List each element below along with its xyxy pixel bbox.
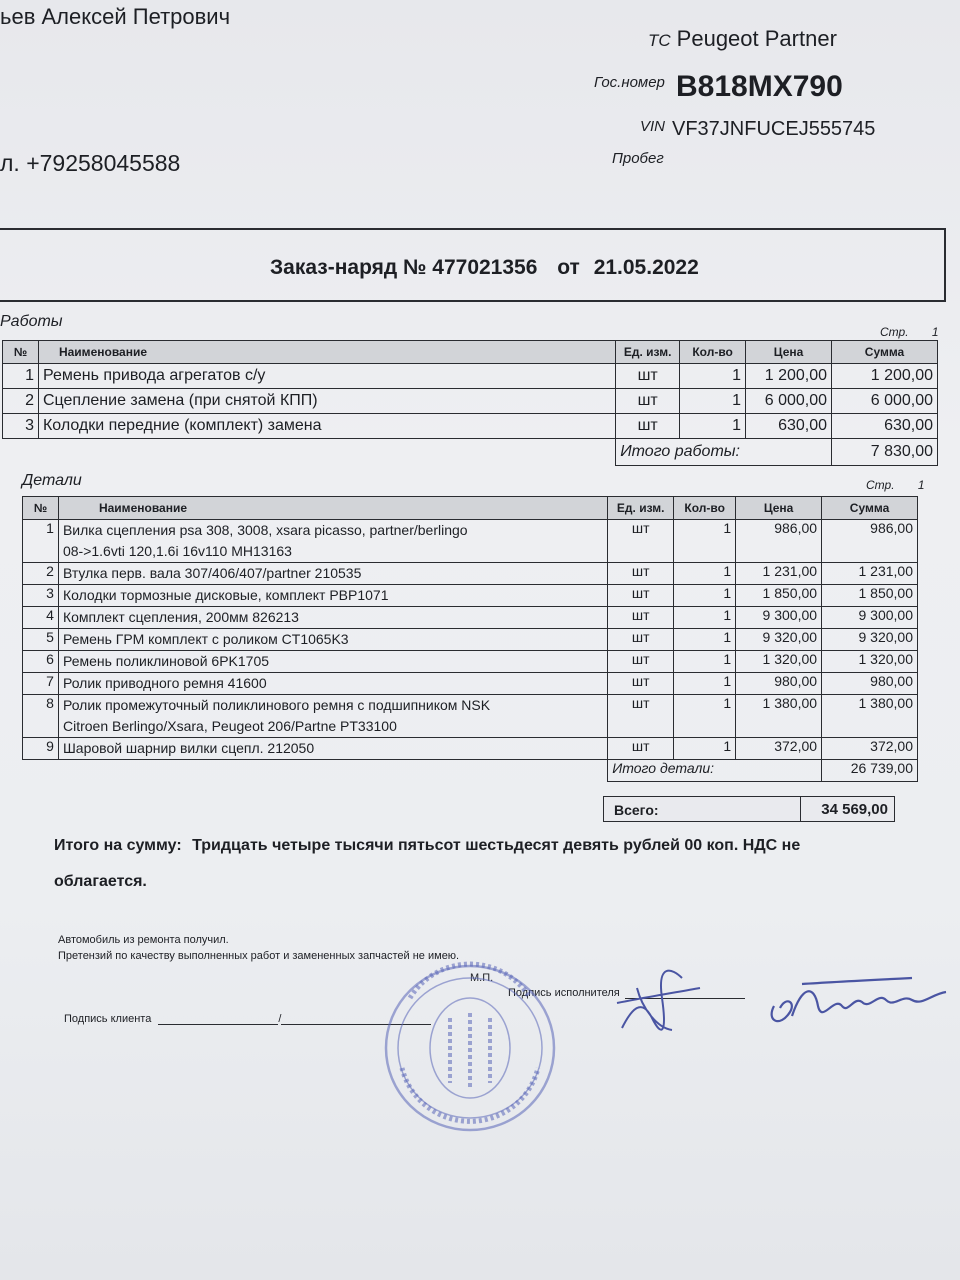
- row-unit: шт: [616, 364, 680, 389]
- table-row: [3, 389, 938, 414]
- parts-col-qty: Кол-во: [674, 497, 736, 520]
- row-price: 9 300,00: [736, 607, 822, 629]
- client-phone: л. +79258045588: [0, 150, 181, 176]
- row-price: 986,00: [736, 520, 822, 563]
- no-claims-note: Претензий по качеству выполненных работ и замененных запчастей не имею.: [58, 950, 460, 962]
- works-col-price: Цена: [746, 341, 832, 364]
- row-qty: 1: [680, 414, 746, 439]
- row-qty: 1: [674, 695, 736, 738]
- works-header-row: [3, 341, 938, 364]
- row-num: 3: [23, 585, 59, 607]
- works-col-name: Наименование: [38, 341, 615, 364]
- parts-total-row: [23, 760, 918, 782]
- row-num: 4: [23, 607, 59, 629]
- row-unit: шт: [608, 673, 674, 695]
- row-price: 1 200,00: [746, 364, 832, 389]
- row-price: 1 380,00: [736, 695, 822, 738]
- row-sum: 9 320,00: [822, 629, 918, 651]
- table-row: [23, 629, 918, 651]
- grand-total-box: [603, 796, 895, 822]
- parts-total-label: Итого детали:: [608, 760, 822, 782]
- row-sum: 1 320,00: [822, 651, 918, 673]
- parts-table: [22, 496, 918, 782]
- row-sum: 1 380,00: [822, 695, 918, 738]
- client-sign-label: Подпись клиента: [64, 1013, 152, 1025]
- row-price: 980,00: [736, 673, 822, 695]
- row-price: 9 320,00: [736, 629, 822, 651]
- row-qty: 1: [674, 673, 736, 695]
- client-name: ьев Алексей Петрович: [0, 4, 231, 29]
- table-row: [3, 364, 938, 389]
- amount-in-words: [54, 828, 884, 900]
- row-name: Комплект сцепления, 200мм 826213: [58, 607, 607, 629]
- row-num: 3: [3, 414, 39, 439]
- row-sum: 986,00: [822, 520, 918, 563]
- row-sum: 1 200,00: [832, 364, 938, 389]
- row-price: 1 850,00: [736, 585, 822, 607]
- row-price: 630,00: [746, 414, 832, 439]
- row-unit: шт: [608, 585, 674, 607]
- parts-col-name: Наименование: [58, 497, 607, 520]
- row-unit: шт: [608, 651, 674, 673]
- row-num: 8: [23, 695, 59, 738]
- row-qty: 1: [680, 364, 746, 389]
- row-name: [58, 695, 607, 738]
- row-unit: шт: [608, 738, 674, 760]
- mileage-label: Пробег: [612, 150, 664, 167]
- row-sum: 1 231,00: [822, 563, 918, 585]
- stamp-place-label: М.П.: [470, 972, 494, 984]
- organization-stamp: [380, 958, 560, 1138]
- row-name: Колодки передние (комплект) замена: [38, 414, 615, 439]
- grand-total-label: Всего:: [614, 802, 659, 818]
- row-sum: 6 000,00: [832, 389, 938, 414]
- vehicle-label: ТС: [648, 31, 671, 50]
- works-col-unit: Ед. изм.: [616, 341, 680, 364]
- row-name: Ремень поликлиновой 6PK1705: [58, 651, 607, 673]
- client-signature: Подпись клиента /: [64, 1012, 431, 1025]
- row-qty: 1: [674, 520, 736, 563]
- executor-name-signature: [762, 966, 952, 1036]
- parts-col-unit: Ед. изм.: [608, 497, 674, 520]
- row-name: [58, 520, 607, 563]
- table-row: [23, 607, 918, 629]
- parts-col-num: №: [23, 497, 59, 520]
- vin-label: VIN: [640, 118, 666, 135]
- works-page-value: 1: [931, 325, 939, 339]
- parts-col-price: Цена: [736, 497, 822, 520]
- parts-col-sum: Сумма: [822, 497, 918, 520]
- row-name: Колодки тормозные дисковые, комплект PBP1071: [58, 585, 607, 607]
- row-num: 2: [23, 563, 59, 585]
- table-row: [23, 563, 918, 585]
- row-num: 9: [23, 738, 59, 760]
- parts-total-value: 26 739,00: [822, 760, 918, 782]
- order-date-prefix: от: [557, 256, 580, 279]
- table-row: [23, 673, 918, 695]
- grand-total-value: 34 569,00: [821, 801, 888, 818]
- works-total-label: Итого работы:: [616, 439, 832, 466]
- works-total-row: [3, 439, 938, 466]
- row-qty: 1: [674, 651, 736, 673]
- table-row: [23, 520, 918, 563]
- row-sum: 9 300,00: [822, 607, 918, 629]
- row-name: Шаровой шарнир вилки сцепл. 212050: [58, 738, 607, 760]
- table-row: [23, 695, 918, 738]
- parts-page-label: Стр.: [866, 478, 895, 492]
- row-unit: шт: [608, 563, 674, 585]
- row-price: 6 000,00: [746, 389, 832, 414]
- executor-signature-scribble: [612, 958, 702, 1038]
- row-name: Ролик приводного ремня 41600: [58, 673, 607, 695]
- row-qty: 1: [680, 389, 746, 414]
- row-unit: шт: [608, 607, 674, 629]
- row-name-line1: Вилка сцепления psa 308, 3008, xsara picasso, partner/berlingo: [62, 522, 468, 538]
- order-number: Заказ-наряд № 477021356: [270, 256, 538, 279]
- row-unit: шт: [608, 695, 674, 738]
- executor-sign-label: Подпись исполнителя: [508, 987, 620, 999]
- row-name: Втулка перв. вала 307/406/407/partner 210535: [58, 563, 607, 585]
- row-name-line2: Citroen Berlingo/Xsara, Peugeot 206/Partne PT33100: [62, 718, 397, 734]
- row-name-line1: Ролик промежуточный поликлинового ремня с подшипником NSK: [62, 697, 491, 713]
- works-col-qty: Кол-во: [680, 341, 746, 364]
- row-sum: 630,00: [832, 414, 938, 439]
- parts-page-number: [866, 478, 925, 492]
- row-qty: 1: [674, 585, 736, 607]
- plate-value: В818МХ790: [676, 70, 843, 103]
- row-num: 7: [23, 673, 59, 695]
- table-row: [23, 651, 918, 673]
- row-unit: шт: [616, 389, 680, 414]
- vin-value: VF37JNFUCEJ555745: [672, 118, 876, 140]
- table-row: [23, 585, 918, 607]
- parts-header-row: [23, 497, 918, 520]
- plate-label: Гос.номер: [594, 74, 665, 91]
- row-qty: 1: [674, 563, 736, 585]
- vehicle-value: Peugeot Partner: [676, 26, 837, 51]
- works-page-label: Стр.: [880, 325, 909, 339]
- row-name: Сцепление замена (при снятой КПП): [38, 389, 615, 414]
- row-qty: 1: [674, 607, 736, 629]
- parts-section-title: Детали: [22, 472, 82, 489]
- row-qty: 1: [674, 629, 736, 651]
- works-table: [2, 340, 938, 466]
- parts-page-value: 1: [917, 478, 925, 492]
- row-name-line2: 08->1.6vti 120,1.6i 16v110 MH13163: [62, 543, 292, 559]
- row-name: Ремень привода агрегатов с/у: [38, 364, 615, 389]
- amount-words-label: Итого на сумму:: [54, 837, 182, 854]
- works-section-title: Работы: [0, 313, 63, 330]
- row-unit: шт: [608, 629, 674, 651]
- order-title: [270, 256, 699, 280]
- works-col-sum: Сумма: [832, 341, 938, 364]
- table-row: [23, 738, 918, 760]
- works-total-value: 7 830,00: [832, 439, 938, 466]
- row-sum: 980,00: [822, 673, 918, 695]
- row-num: 6: [23, 651, 59, 673]
- works-page-number: [880, 325, 939, 339]
- row-qty: 1: [674, 738, 736, 760]
- amount-words-text: Тридцать четыре тысячи пятьсот шестьдесят девять рублей 00 коп. НДС не облагается.: [54, 837, 801, 890]
- row-price: 372,00: [736, 738, 822, 760]
- row-num: 2: [3, 389, 39, 414]
- row-sum: 372,00: [822, 738, 918, 760]
- row-num: 1: [3, 364, 39, 389]
- row-name: Ремень ГРМ комплект с роликом CT1065K3: [58, 629, 607, 651]
- row-unit: шт: [608, 520, 674, 563]
- row-price: 1 231,00: [736, 563, 822, 585]
- row-num: 5: [23, 629, 59, 651]
- works-col-num: №: [3, 341, 39, 364]
- row-unit: шт: [616, 414, 680, 439]
- table-row: [3, 414, 938, 439]
- received-note: Автомобиль из ремонта получил.: [58, 934, 229, 946]
- row-price: 1 320,00: [736, 651, 822, 673]
- order-date: 21.05.2022: [593, 256, 699, 279]
- vehicle-field: [648, 26, 837, 52]
- row-sum: 1 850,00: [822, 585, 918, 607]
- row-num: 1: [23, 520, 59, 563]
